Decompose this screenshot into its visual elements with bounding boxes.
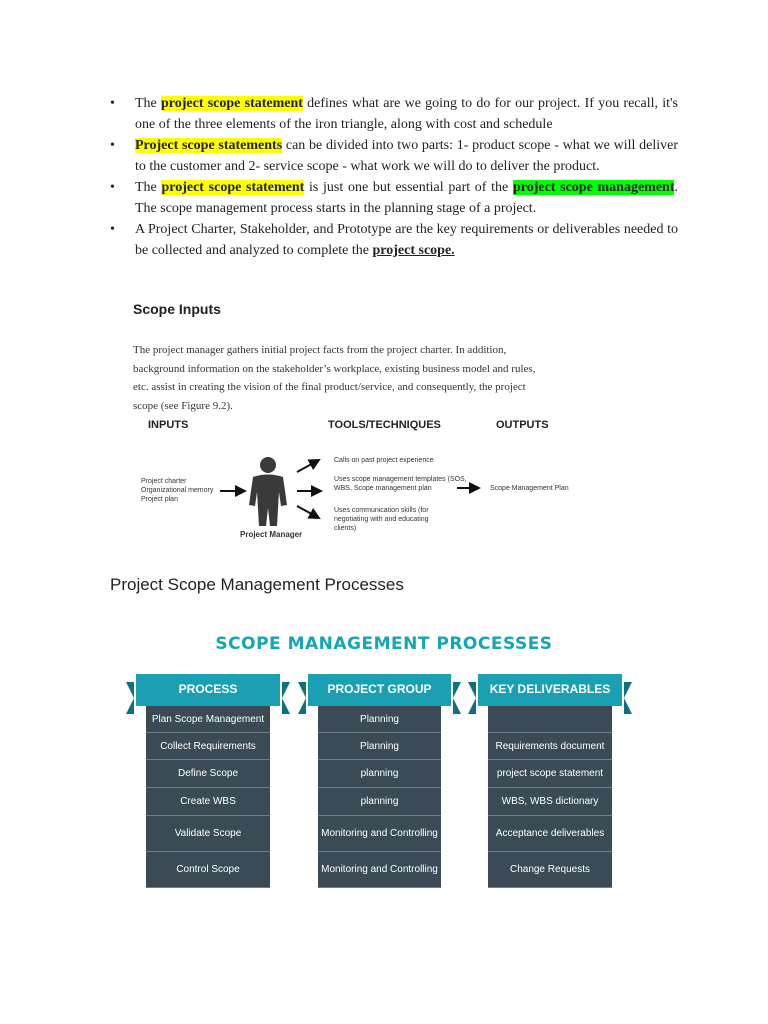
table-cell: Planning <box>318 706 441 733</box>
table-cell: planning <box>318 760 441 788</box>
bullet-item <box>110 177 678 219</box>
highlighted-term: project scope management <box>512 180 675 195</box>
highlighted-term: project scope. <box>372 243 455 258</box>
table-cell: project scope statement <box>488 760 612 788</box>
bullet-text: defines what are we going to do for our project. If you recall, it's one of the three elements of the iron triangle, along with cost and schedule <box>135 96 678 132</box>
table-cell: Requirements document <box>488 733 612 760</box>
person-icon <box>249 457 287 526</box>
section-heading: Project Scope Management Processes <box>110 575 404 594</box>
table-cell: Acceptance deliverables <box>488 816 612 852</box>
bullet-text: The <box>135 180 162 195</box>
table-cell: WBS, WBS dictionary <box>488 788 612 816</box>
column-cells <box>146 706 270 888</box>
table-cell: Create WBS <box>146 788 270 816</box>
scope-inputs-paragraph: The project manager gathers initial project facts from the project charter. In addition, background information on the stakeholder’s workplace, existing business model and rules, etc. assist in creating the vision of the final product/service, and consequently, the project scope (see Figure 9.2). <box>133 344 536 412</box>
table-cell: Define Scope <box>146 760 270 788</box>
column-header: KEY DELIVERABLES <box>478 674 622 706</box>
table-cell <box>488 706 612 733</box>
highlighted-term: project scope statement <box>161 96 303 111</box>
output-arrow <box>455 482 485 494</box>
bullet-dot: • <box>110 138 115 153</box>
table-cell: Collect Requirements <box>146 733 270 760</box>
table-cell: Plan Scope Management <box>146 706 270 733</box>
bullet-text: is just one but essential part of the <box>304 180 513 195</box>
bullet-item <box>110 93 678 135</box>
table-cell: planning <box>318 788 441 816</box>
output-item: Scope Management Plan <box>490 485 569 492</box>
inputs-list <box>141 477 221 504</box>
scope-inputs-title: Scope Inputs <box>133 301 221 317</box>
bullet-list <box>110 93 678 261</box>
bullet-text: The <box>135 96 161 111</box>
tools-header: TOOLS/TECHNIQUES <box>328 419 441 431</box>
tool-arrow-up <box>297 460 319 472</box>
project-manager-label: Project Manager <box>240 530 303 539</box>
outputs-header: OUTPUTS <box>496 419 549 431</box>
table-cell: Monitoring and Controlling <box>318 816 441 852</box>
highlighted-term: project scope statement <box>161 180 305 195</box>
table-cell: Planning <box>318 733 441 760</box>
column-header: PROCESS <box>136 674 280 706</box>
input-item: Project plan <box>141 496 178 503</box>
input-item: Organizational memory <box>141 487 214 494</box>
input-item: Project charter <box>141 478 187 485</box>
column-cells <box>318 706 441 888</box>
bullet-dot: • <box>110 222 115 237</box>
bullet-text: . The scope management process starts in the planning stage of a project. <box>135 180 678 216</box>
table-cell: Control Scope <box>146 852 270 888</box>
tool-item: Calls on past project experience <box>334 457 434 464</box>
tool-item: Uses communication skills (for negotiating with and educating clients) <box>334 507 429 532</box>
tool-item: Uses scope management templates (SOS, WBS, Scope management plan <box>334 476 467 492</box>
smp-title: SCOPE MANAGEMENT PROCESSES <box>215 634 553 654</box>
inputs-header: INPUTS <box>148 419 189 431</box>
bullet-text: can be divided into two parts: 1- product scope - what we will deliver to the customer and 2- service scope - what work we will do to deliver the product. <box>135 138 678 174</box>
table-cell: Change Requests <box>488 852 612 888</box>
bullet-text: A Project Charter, Stakeholder, and Prototype are the key requirements or deliverables needed to be collected and analyzed to complete the <box>135 222 678 258</box>
table-cell: Validate Scope <box>146 816 270 852</box>
bullet-dot: • <box>110 180 115 195</box>
bullet-item <box>110 219 678 261</box>
column-cells <box>488 706 612 888</box>
bullet-item <box>110 135 678 177</box>
table-cell: Monitoring and Controlling <box>318 852 441 888</box>
tool-arrow-down <box>297 506 319 518</box>
bullet-dot: • <box>110 96 115 111</box>
highlighted-term: Project scope statements <box>135 138 283 153</box>
column-header: PROJECT GROUP <box>308 674 451 706</box>
